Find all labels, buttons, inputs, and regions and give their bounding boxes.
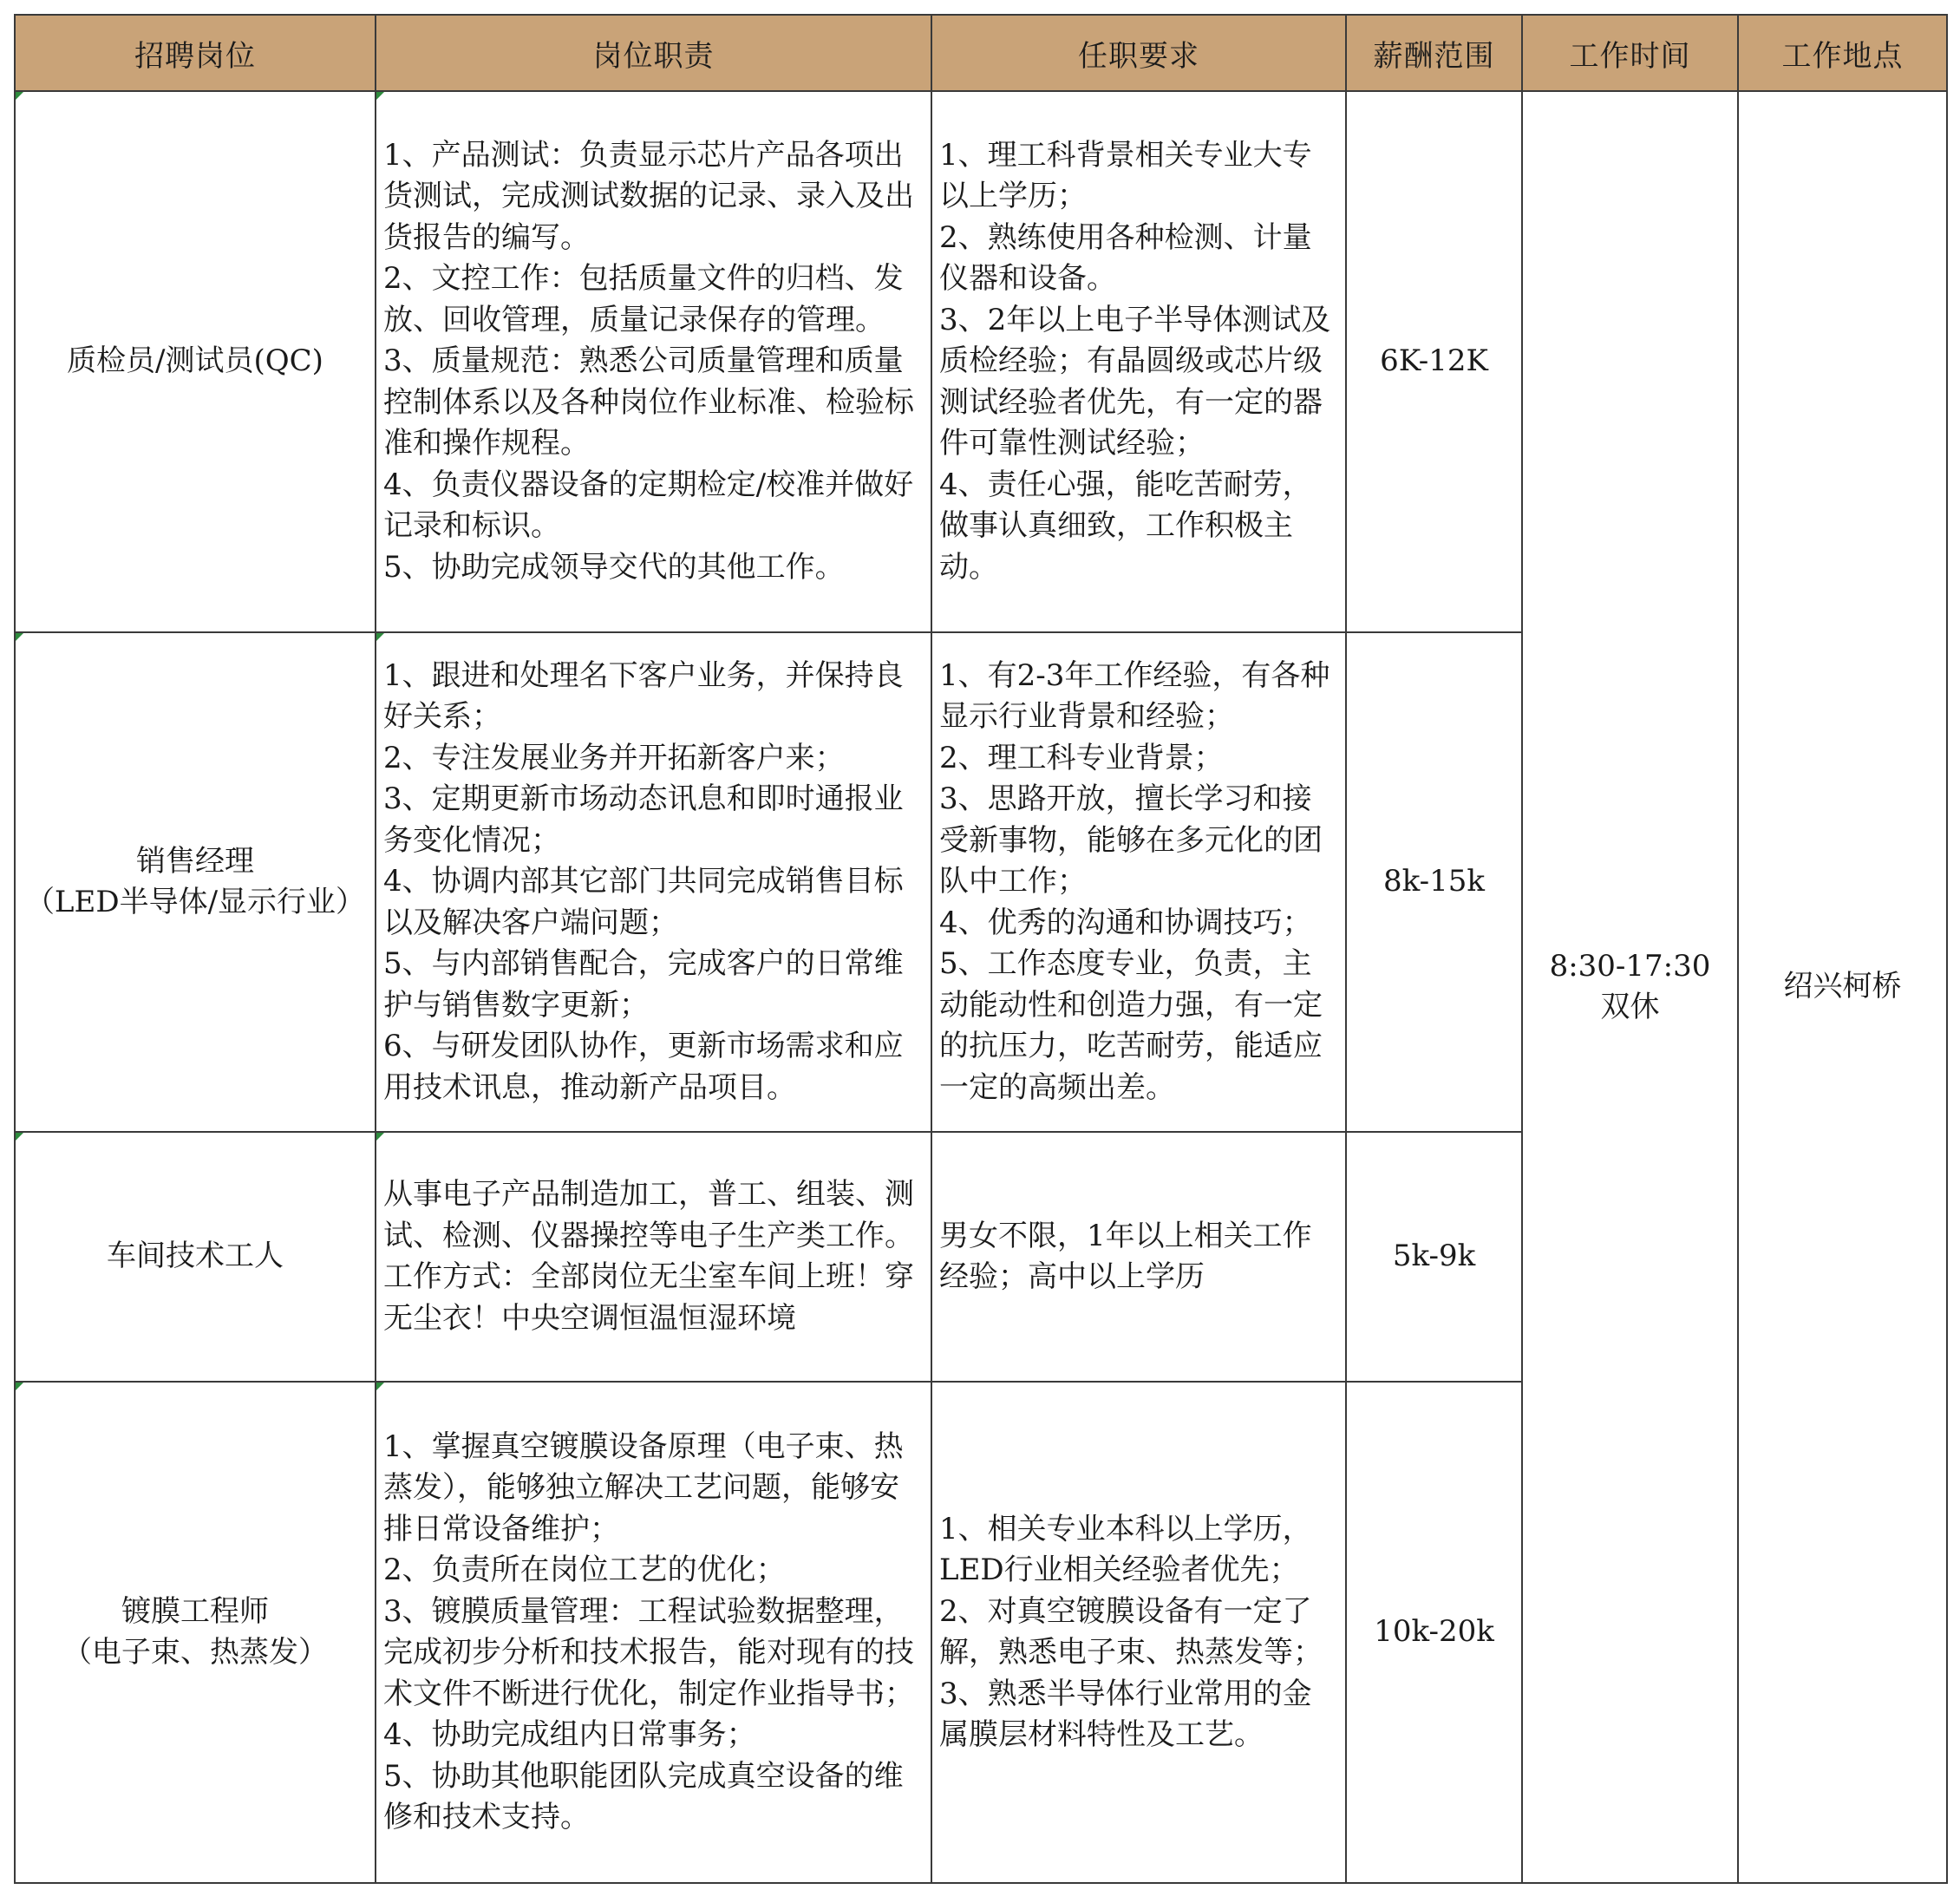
- job-duties: 1、产品测试：负责显示芯片产品各项出货测试，完成测试数据的记录、录入及出货报告的编写。 2、文控工作：包括质量文件的归档、发放、回收管理，质量记录保存的管理。 3、质量规范：熟悉公司质量管理和质量控制体系以及各种岗位作业标准、检验标准和操作规程。 4、负责仪器设备的定期检定/校准并做好记录和标识。 5、协助完成领导交代的其他工作。: [376, 91, 931, 632]
- job-title: 质检员/测试员(QC): [67, 343, 323, 379]
- job-duties: 从事电子产品制造加工，普工、组装、测试、检测、仪器操控等电子生产类工作。 工作方式：全部岗位无尘室车间上班！穿无尘衣！中央空调恒温恒湿环境: [376, 1132, 931, 1382]
- job-title-cell: [15, 1132, 376, 1382]
- job-title: 镀膜工程师: [121, 1593, 269, 1629]
- job-requirements: 男女不限，1年以上相关工作经验；高中以上学历: [931, 1132, 1346, 1382]
- header-hours: 工作时间: [1522, 15, 1738, 91]
- job-salary: 5k-9k: [1346, 1132, 1522, 1382]
- job-requirements: 1、相关专业本科以上学历，LED行业相关经验者优先； 2、对真空镀膜设备有一定了解，熟悉电子束、热蒸发等； 3、熟悉半导体行业常用的金属膜层材料特性及工艺。: [931, 1382, 1346, 1883]
- header-requirements: 任职要求: [931, 15, 1346, 91]
- job-salary: 8k-15k: [1346, 632, 1522, 1132]
- job-requirements: 1、理工科背景相关专业大专以上学历； 2、熟练使用各种检测、计量仪器和设备。 3、2年以上电子半导体测试及质检经验；有晶圆级或芯片级测试经验者优先，有一定的器件可靠性测试经验； 4、责任心强，能吃苦耐劳，做事认真细致，工作积极主动。: [931, 91, 1346, 632]
- table-row-qc: [15, 91, 1947, 632]
- job-title-cell: [15, 91, 376, 632]
- header-duties: 岗位职责: [376, 15, 931, 91]
- job-title: 车间技术工人: [107, 1239, 284, 1274]
- header-row: [15, 15, 1947, 91]
- job-title-subtitle: （LED半导体/显示行业）: [24, 885, 366, 919]
- job-requirements: 1、有2-3年工作经验，有各种显示行业背景和经验； 2、理工科专业背景； 3、思路开放，擅长学习和接受新事物，能够在多元化的团队中工作； 4、优秀的沟通和协调技巧； 5、工作态度专业，负责，主动能动性和创造力强，有一定的抗压力，吃苦耐劳，能适应一定的高频出差。: [931, 632, 1346, 1132]
- job-duties: 1、掌握真空镀膜设备原理（电子束、热蒸发），能够独立解决工艺问题，能够安排日常设备维护； 2、负责所在岗位工艺的优化； 3、镀膜质量管理：工程试验数据整理，完成初步分析和技术报告，能对现有的技术文件不断进行优化，制定作业指导书； 4、协助完成组内日常事务； 5、协助其他职能团队完成真空设备的维修和技术支持。: [376, 1382, 931, 1883]
- job-salary: 10k-20k: [1346, 1382, 1522, 1883]
- job-duties: 1、跟进和处理名下客户业务，并保持良好关系； 2、专注发展业务并开拓新客户来； 3、定期更新市场动态讯息和即时通报业务变化情况； 4、协调内部其它部门共同完成销售目标以及解决客户端问题； 5、与内部销售配合，完成客户的日常维护与销售数字更新； 6、与研发团队协作，更新市场需求和应用技术讯息，推动新产品项目。: [376, 632, 931, 1132]
- job-title-cell: [15, 1382, 376, 1883]
- work-hours-time: 8:30-17:30: [1549, 948, 1711, 984]
- job-title-subtitle: （电子束、热蒸发）: [62, 1635, 328, 1670]
- job-salary: 6K-12K: [1346, 91, 1522, 632]
- work-hours-cell: [1522, 91, 1738, 1883]
- header-position: 招聘岗位: [15, 15, 376, 91]
- work-location: 绍兴柯桥: [1738, 91, 1947, 1883]
- work-hours-days: 双休: [1600, 990, 1660, 1024]
- header-location: 工作地点: [1738, 15, 1947, 91]
- job-title-cell: [15, 632, 376, 1132]
- job-listing-table: [14, 14, 1948, 1884]
- header-salary: 薪酬范围: [1346, 15, 1522, 91]
- job-title: 销售经理: [136, 843, 254, 879]
